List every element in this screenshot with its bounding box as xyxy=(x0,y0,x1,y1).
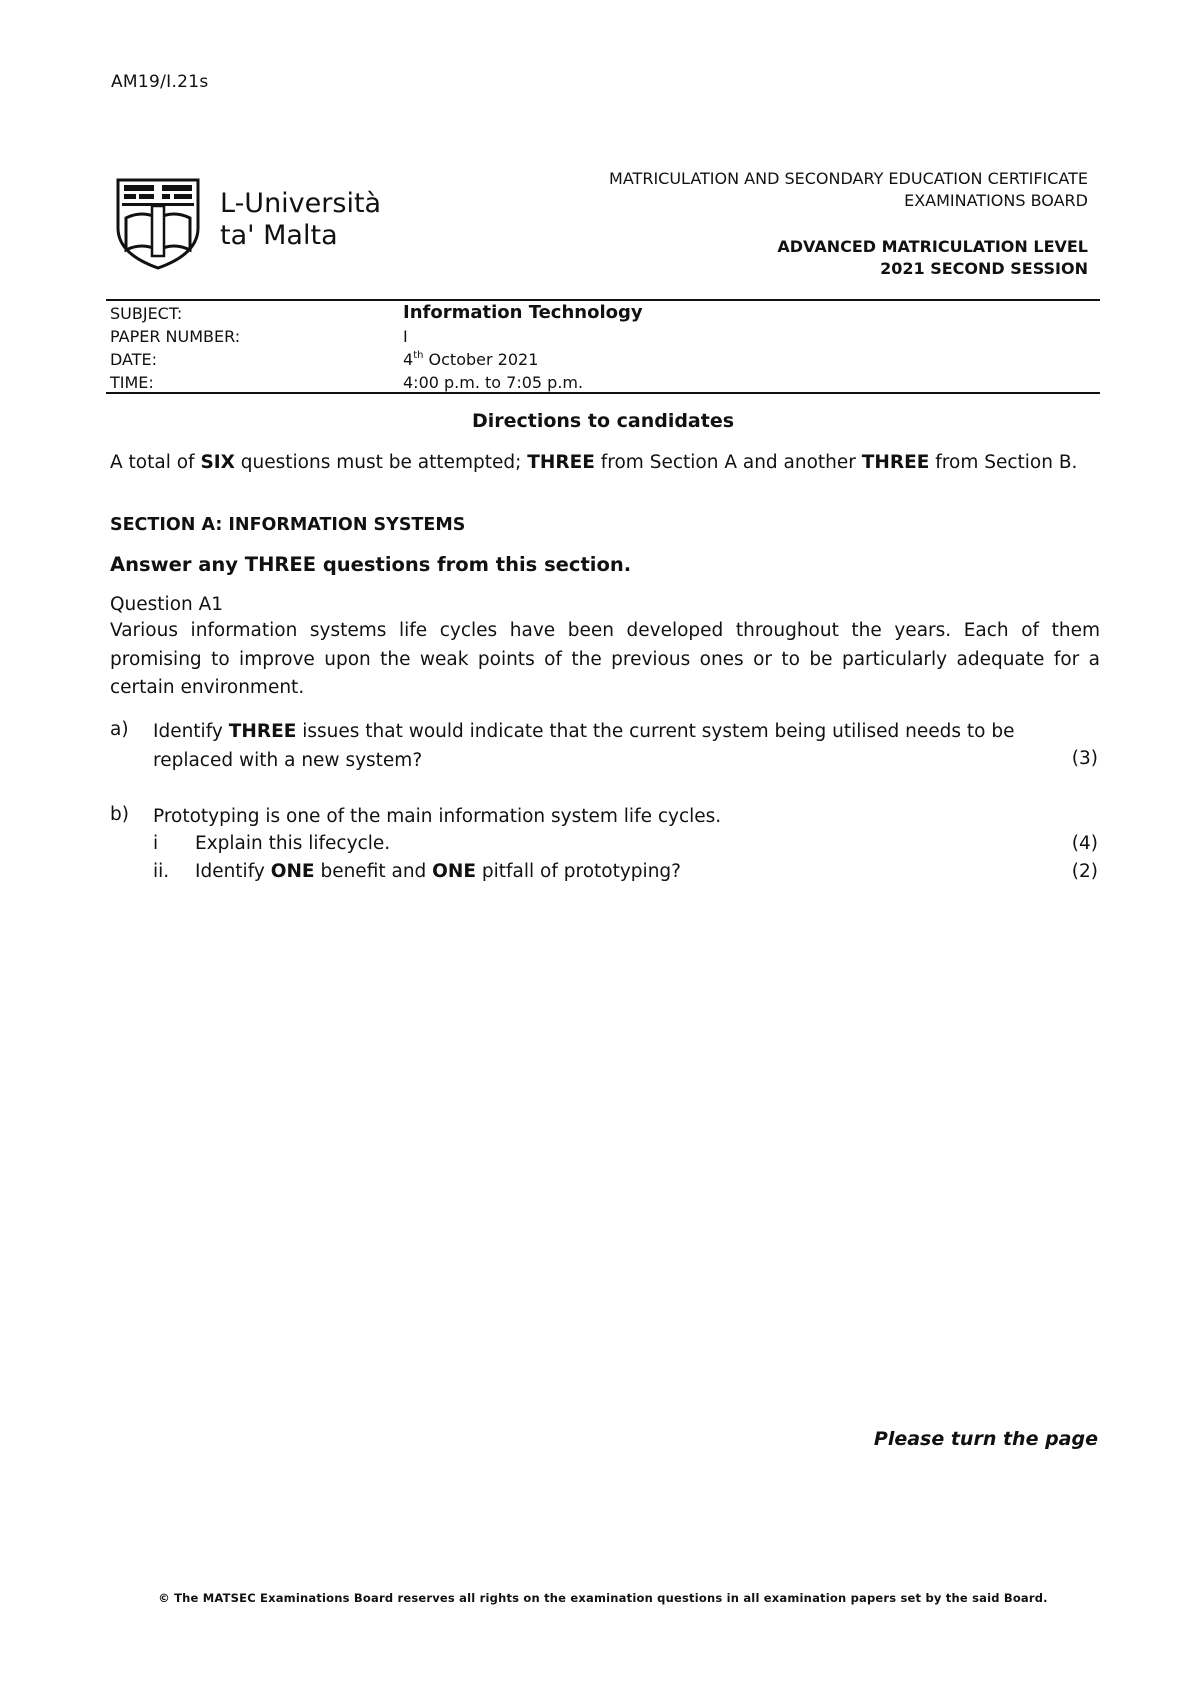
subject-value: Information Technology xyxy=(403,302,643,323)
part-b-ii-label: ii. xyxy=(153,861,170,882)
question-a1-intro: Various information systems life cycles have been developed throughout the years. Each of them promising to improve upon the weak points of the previous ones or to be particularly adequate for a certain environment. xyxy=(110,620,1100,698)
part-b-i-text: Explain this lifecycle. xyxy=(195,833,391,854)
directions-text: A total of SIX questions must be attempted; THREE from Section A and another THREE from Section B. xyxy=(110,452,1078,473)
bottom-rule xyxy=(106,392,1100,394)
subject-label: SUBJECT: xyxy=(110,304,183,323)
date-value: 4th October 2021 xyxy=(403,350,539,369)
part-b-label: b) xyxy=(110,804,129,825)
university-crest-icon xyxy=(112,176,204,270)
section-a-instruction: Answer any THREE questions from this section. xyxy=(110,553,632,576)
paper-number-value: I xyxy=(403,327,408,346)
copyright-footer: © The MATSEC Examinations Board reserves all rights on the examination questions in all examination papers set by the said Board. xyxy=(158,1591,1048,1605)
time-label: TIME: xyxy=(110,373,154,392)
date-label: DATE: xyxy=(110,350,158,369)
part-b-text: Prototyping is one of the main information system life cycles. xyxy=(153,806,722,827)
question-a1-label: Question A1 xyxy=(110,594,224,615)
part-a-marks: (3) xyxy=(1071,748,1098,769)
time-value: 4:00 p.m. to 7:05 p.m. xyxy=(403,373,584,392)
part-a-label: a) xyxy=(110,719,129,740)
directions-title: Directions to candidates xyxy=(471,410,735,432)
exam-level: ADVANCED MATRICULATION LEVEL 2021 SECOND SESSION xyxy=(777,237,1088,278)
part-b-i-marks: (4) xyxy=(1071,833,1098,854)
paper-code: AM19/I.21s xyxy=(111,72,209,92)
part-b-i-label: i xyxy=(153,833,159,854)
turn-page-note: Please turn the page xyxy=(873,1428,1098,1450)
part-b-ii-text: Identify ONE benefit and ONE pitfall of prototyping? xyxy=(195,861,681,882)
top-rule xyxy=(106,299,1100,301)
board-name: MATRICULATION AND SECONDARY EDUCATION CERTIFICATE EXAMINATIONS BOARD xyxy=(609,169,1088,210)
part-b-ii-marks: (2) xyxy=(1071,861,1098,882)
part-a-text: Identify THREE issues that would indicate that the current system being utilised needs to be replaced with a new system? xyxy=(153,721,1015,771)
section-a-heading: SECTION A: INFORMATION SYSTEMS xyxy=(110,515,466,535)
paper-number-label: PAPER NUMBER: xyxy=(110,327,241,346)
university-wordmark: L-Università ta' Malta xyxy=(220,188,382,251)
